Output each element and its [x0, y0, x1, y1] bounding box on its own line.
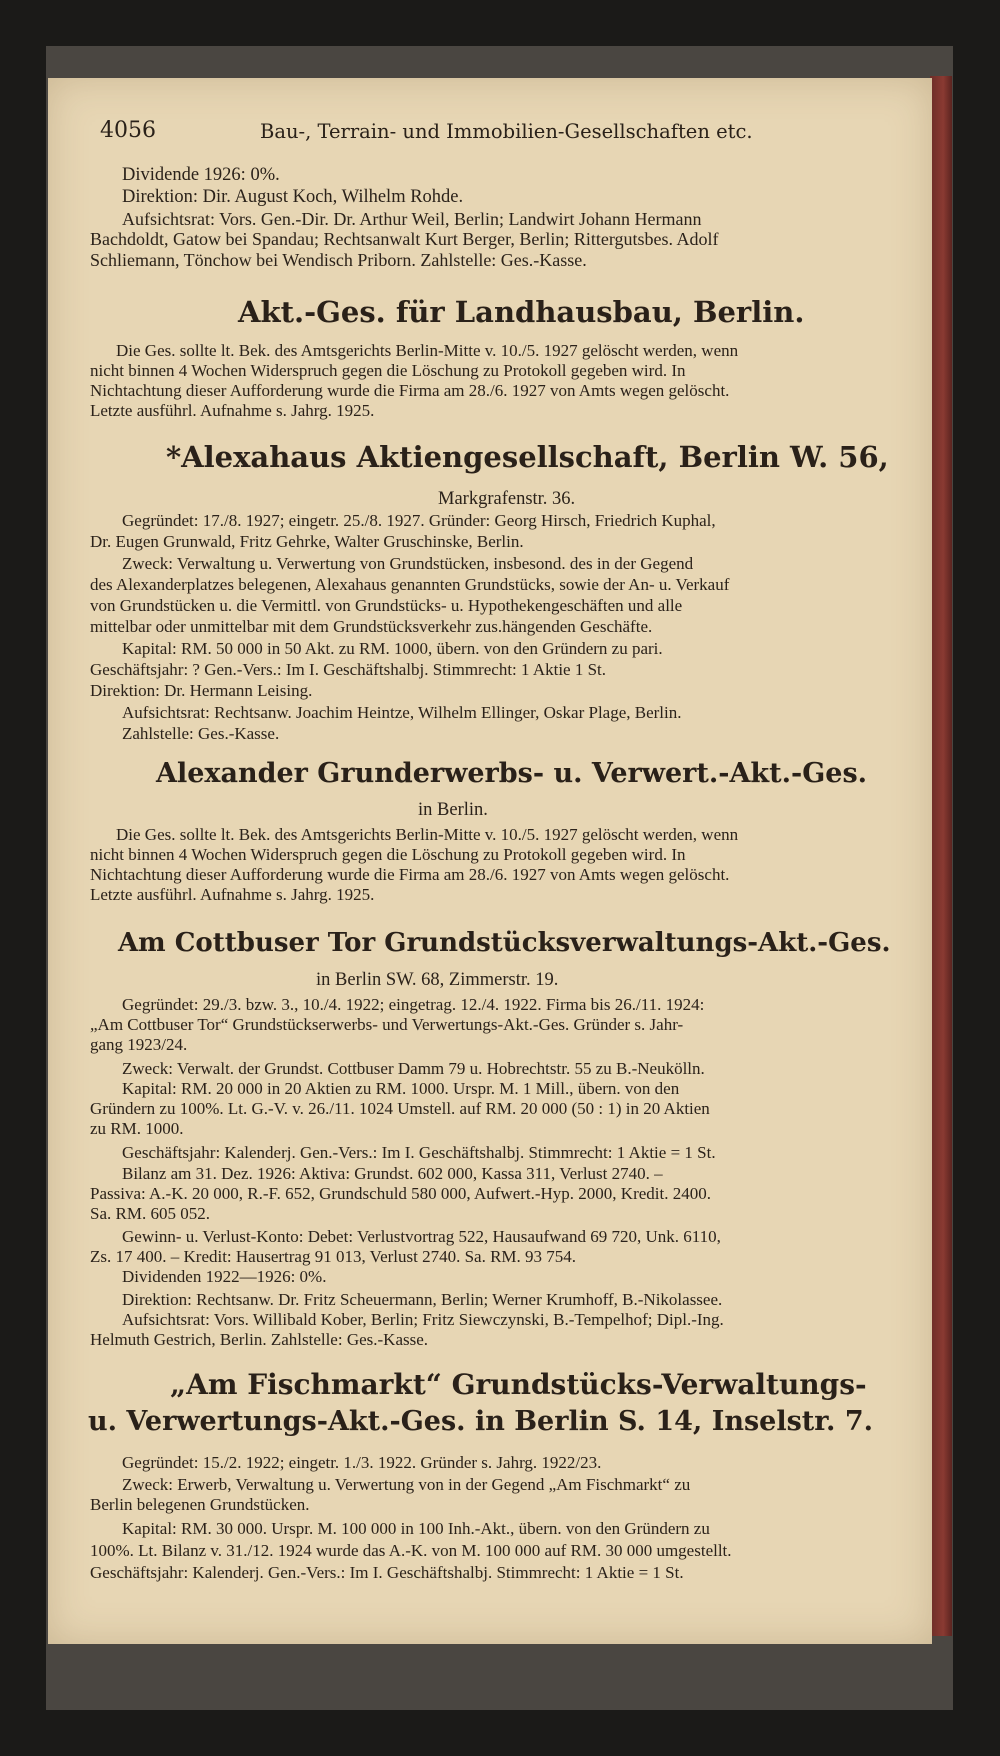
text-line: Aufsichtsrat: Vors. Gen.-Dir. Dr. Arthur Weil, Berlin; Landwirt Johann Hermann — [122, 209, 702, 229]
text-line: zu RM. 1000. — [90, 1119, 184, 1138]
text-line: Direktion: Dr. Hermann Leising. — [90, 681, 313, 700]
text-line: Helmuth Gestrich, Berlin. Zahlstelle: Ges.-Kasse. — [90, 1330, 429, 1349]
text-line: Die Ges. sollte lt. Bek. des Amtsgerichts Berlin-Mitte v. 10./5. 1927 gelöscht werden, wenn — [116, 341, 739, 360]
text-line: Letzte ausführl. Aufnahme s. Jahrg. 1925. — [90, 401, 375, 420]
running-title: Bau-, Terrain- und Immobilien-Gesellschaften etc. — [260, 120, 753, 143]
text-line: Kapital: RM. 50 000 in 50 Akt. zu RM. 1000, übern. von den Gründern zu pari. — [122, 639, 663, 658]
text-line: Kapital: RM. 20 000 in 20 Aktien zu RM. 1000. Urspr. M. 1 Mill., übern. von den — [122, 1079, 680, 1098]
text-line: Dividenden 1922—1926: 0%. — [122, 1267, 327, 1286]
text-line: Nichtachtung dieser Aufforderung wurde die Firma am 28./6. 1927 von Amts wegen gelöscht. — [90, 865, 730, 884]
text-line: „Am Cottbuser Tor“ Grundstückserwerbs- und Verwertungs-Akt.-Ges. Gründer s. Jahr- — [90, 1015, 684, 1034]
text-line: Letzte ausführl. Aufnahme s. Jahrg. 1925. — [90, 885, 375, 904]
text-line: Passiva: A.-K. 20 000, R.-F. 652, Grundschuld 580 000, Aufwert.-Hyp. 2000, Kredit. 2400. — [90, 1184, 711, 1203]
section-title: Alexander Grunderwerbs- u. Verwert.-Akt.-Ges. — [156, 758, 868, 789]
text-line: Dr. Eugen Grunwald, Fritz Gehrke, Walter Gruschinske, Berlin. — [90, 532, 524, 551]
text-line: mittelbar oder unmittelbar mit dem Grundstücksverkehr zus.hängenden Geschäfte. — [90, 617, 653, 636]
text-line: Direktion: Rechtsanw. Dr. Fritz Scheuermann, Berlin; Werner Krumhoff, B.-Nikolassee. — [122, 1290, 723, 1309]
text-line: Zweck: Verwaltung u. Verwertung von Grundstücken, insbesond. des in der Gegend — [122, 554, 694, 573]
text-line: Gründern zu 100%. Lt. G.-V. v. 26./11. 1024 Umstell. auf RM. 20 000 (50 : 1) in 20 Aktien — [90, 1099, 710, 1118]
text-line: Gegründet: 17./8. 1927; eingetr. 25./8. 1927. Gründer: Georg Hirsch, Friedrich Kuphal, — [122, 511, 716, 530]
text-line: des Alexanderplatzes belegenen, Alexahaus genannten Grundstücks, sowie der An- u. Verkauf — [90, 575, 730, 594]
text-line: Aufsichtsrat: Vors. Willibald Kober, Berlin; Fritz Siewczynski, B.-Tempelhof; Dipl.-Ing. — [122, 1310, 724, 1329]
text-line: Kapital: RM. 30 000. Urspr. M. 100 000 in 100 Inh.-Akt., übern. von den Gründern zu — [122, 1519, 710, 1538]
text-line: Dividende 1926: 0%. — [122, 165, 280, 185]
text-line: Die Ges. sollte lt. Bek. des Amtsgerichts Berlin-Mitte v. 10./5. 1927 gelöscht werden, wenn — [116, 825, 739, 844]
text-line: Direktion: Dir. August Koch, Wilhelm Rohde. — [122, 187, 464, 207]
text-line: Sa. RM. 605 052. — [90, 1204, 210, 1223]
book-spine — [930, 76, 952, 1636]
text-line: gang 1923/24. — [90, 1035, 188, 1054]
book-page — [48, 78, 932, 1644]
text-line: Gewinn- u. Verlust-Konto: Debet: Verlustvortrag 522, Hausaufwand 69 720, Unk. 6110, — [122, 1227, 721, 1246]
section-title: Akt.-Ges. für Landhausbau, Berlin. — [238, 295, 805, 329]
text-line: Schliemann, Tönchow bei Wendisch Priborn. Zahlstelle: Ges.-Kasse. — [90, 250, 587, 270]
section-title: „Am Fischmarkt“ Grundstücks-Verwaltungs- — [170, 1368, 867, 1401]
text-line: Bilanz am 31. Dez. 1926: Aktiva: Grundst. 602 000, Kassa 311, Verlust 2740. – — [122, 1164, 663, 1183]
text-line: Berlin belegenen Grundstücken. — [90, 1495, 310, 1514]
page-number: 4056 — [100, 118, 156, 143]
text-line: Geschäftsjahr: Kalenderj. Gen.-Vers.: Im I. Geschäftshalbj. Stimmrecht: 1 Aktie = 1 St. — [122, 1143, 716, 1162]
text-line: Gegründet: 29./3. bzw. 3., 10./4. 1922; eingetrag. 12./4. 1922. Firma bis 26./11. 1924: — [122, 995, 705, 1014]
text-line: Aufsichtsrat: Rechtsanw. Joachim Heintze, Wilhelm Ellinger, Oskar Plage, Berlin. — [122, 703, 682, 722]
text-line: 100%. Lt. Bilanz v. 31./12. 1924 wurde das A.-K. von M. 100 000 auf RM. 30 000 umgestellt. — [90, 1541, 732, 1560]
text-line: nicht binnen 4 Wochen Widerspruch gegen die Löschung zu Protokoll gegeben wird. In — [90, 361, 686, 380]
text-line: von Grundstücken u. die Vermittl. von Grundstücks- u. Hypothekengeschäften und alle — [90, 596, 683, 615]
section-title: Am Cottbuser Tor Grundstücksverwaltungs-Akt.-Ges. — [118, 928, 891, 958]
section-subtitle: in Berlin. — [418, 800, 488, 820]
section-subtitle: in Berlin SW. 68, Zimmerstr. 19. — [316, 970, 559, 990]
section-subtitle: Markgrafenstr. 36. — [438, 489, 576, 509]
text-line: Zweck: Erwerb, Verwaltung u. Verwertung von in der Gegend „Am Fischmarkt“ zu — [122, 1475, 691, 1494]
section-title: *Alexahaus Aktiengesellschaft, Berlin W. 56, — [166, 440, 889, 474]
text-line: Geschäftsjahr: Kalenderj. Gen.-Vers.: Im I. Geschäftshalbj. Stimmrecht: 1 Aktie = 1 St. — [90, 1563, 684, 1582]
text-line: Zahlstelle: Ges.-Kasse. — [122, 724, 280, 743]
text-line: Zweck: Verwalt. der Grundst. Cottbuser Damm 79 u. Hobrechtstr. 55 zu B.-Neukölln. — [122, 1059, 705, 1078]
text-line: Geschäftsjahr: ? Gen.-Vers.: Im I. Geschäftshalbj. Stimmrecht: 1 Aktie 1 St. — [90, 660, 607, 679]
text-line: Gegründet: 15./2. 1922; eingetr. 1./3. 1922. Gründer s. Jahrg. 1922/23. — [122, 1453, 602, 1472]
text-line: Bachdoldt, Gatow bei Spandau; Rechtsanwalt Kurt Berger, Berlin; Rittergutsbes. Adolf — [90, 229, 719, 249]
text-line: nicht binnen 4 Wochen Widerspruch gegen die Löschung zu Protokoll gegeben wird. In — [90, 845, 686, 864]
section-title: u. Verwertungs-Akt.-Ges. in Berlin S. 14, Inselstr. 7. — [88, 1406, 874, 1437]
text-line: Nichtachtung dieser Aufforderung wurde die Firma am 28./6. 1927 von Amts wegen gelöscht. — [90, 381, 730, 400]
text-line: Zs. 17 400. – Kredit: Hausertrag 91 013, Verlust 2740. Sa. RM. 93 754. — [90, 1247, 577, 1266]
